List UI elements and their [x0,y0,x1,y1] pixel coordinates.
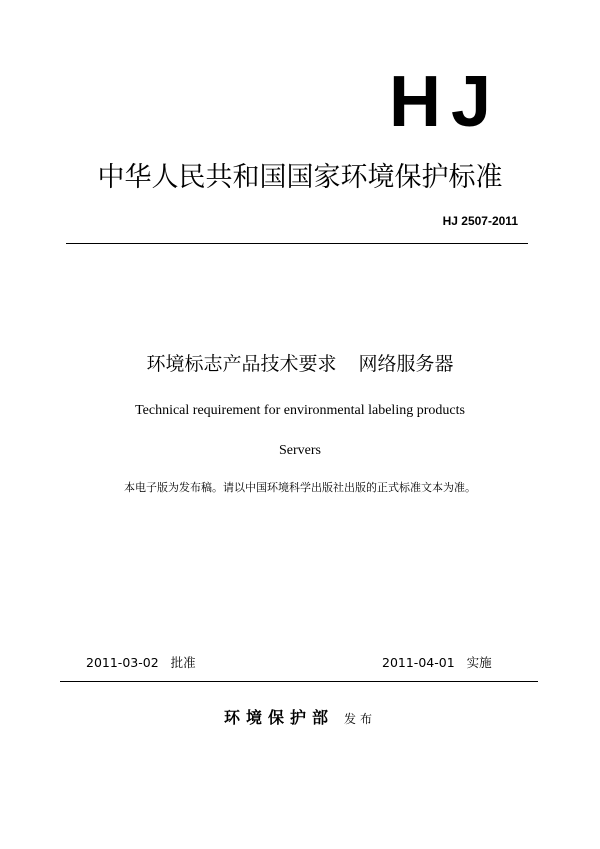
chinese-title [0,350,600,378]
standard-number: HJ 2507-2011 [442,214,518,228]
implementation-date: 2011-04-01 [382,655,455,670]
bottom-divider [60,681,538,682]
national-standard-title: 中华人民共和国国家环境保护标准 [97,162,503,193]
publisher-action: 发布 [344,712,377,726]
top-divider [66,243,528,244]
issue-label: 批准 [170,655,196,670]
issue-date: 2011-03-02 [86,655,159,670]
chinese-title-sub: 网络服务器 [358,353,454,375]
implementation-date-line [382,653,492,673]
hj-logo: HJ [388,62,502,142]
english-title: Technical requirement for environmental labeling products [135,403,465,418]
english-subtitle: Servers [279,443,321,458]
chinese-title-main: 环境标志产品技术要求 [146,353,337,375]
publisher-line [0,705,600,728]
issue-date-line [86,653,196,673]
edition-notice: 本电子版为发布稿。请以中国环境科学出版社出版的正式标准文本为准。 [124,481,476,494]
implementation-label: 实施 [466,655,492,670]
publisher-org: 环境保护部 [223,708,334,727]
